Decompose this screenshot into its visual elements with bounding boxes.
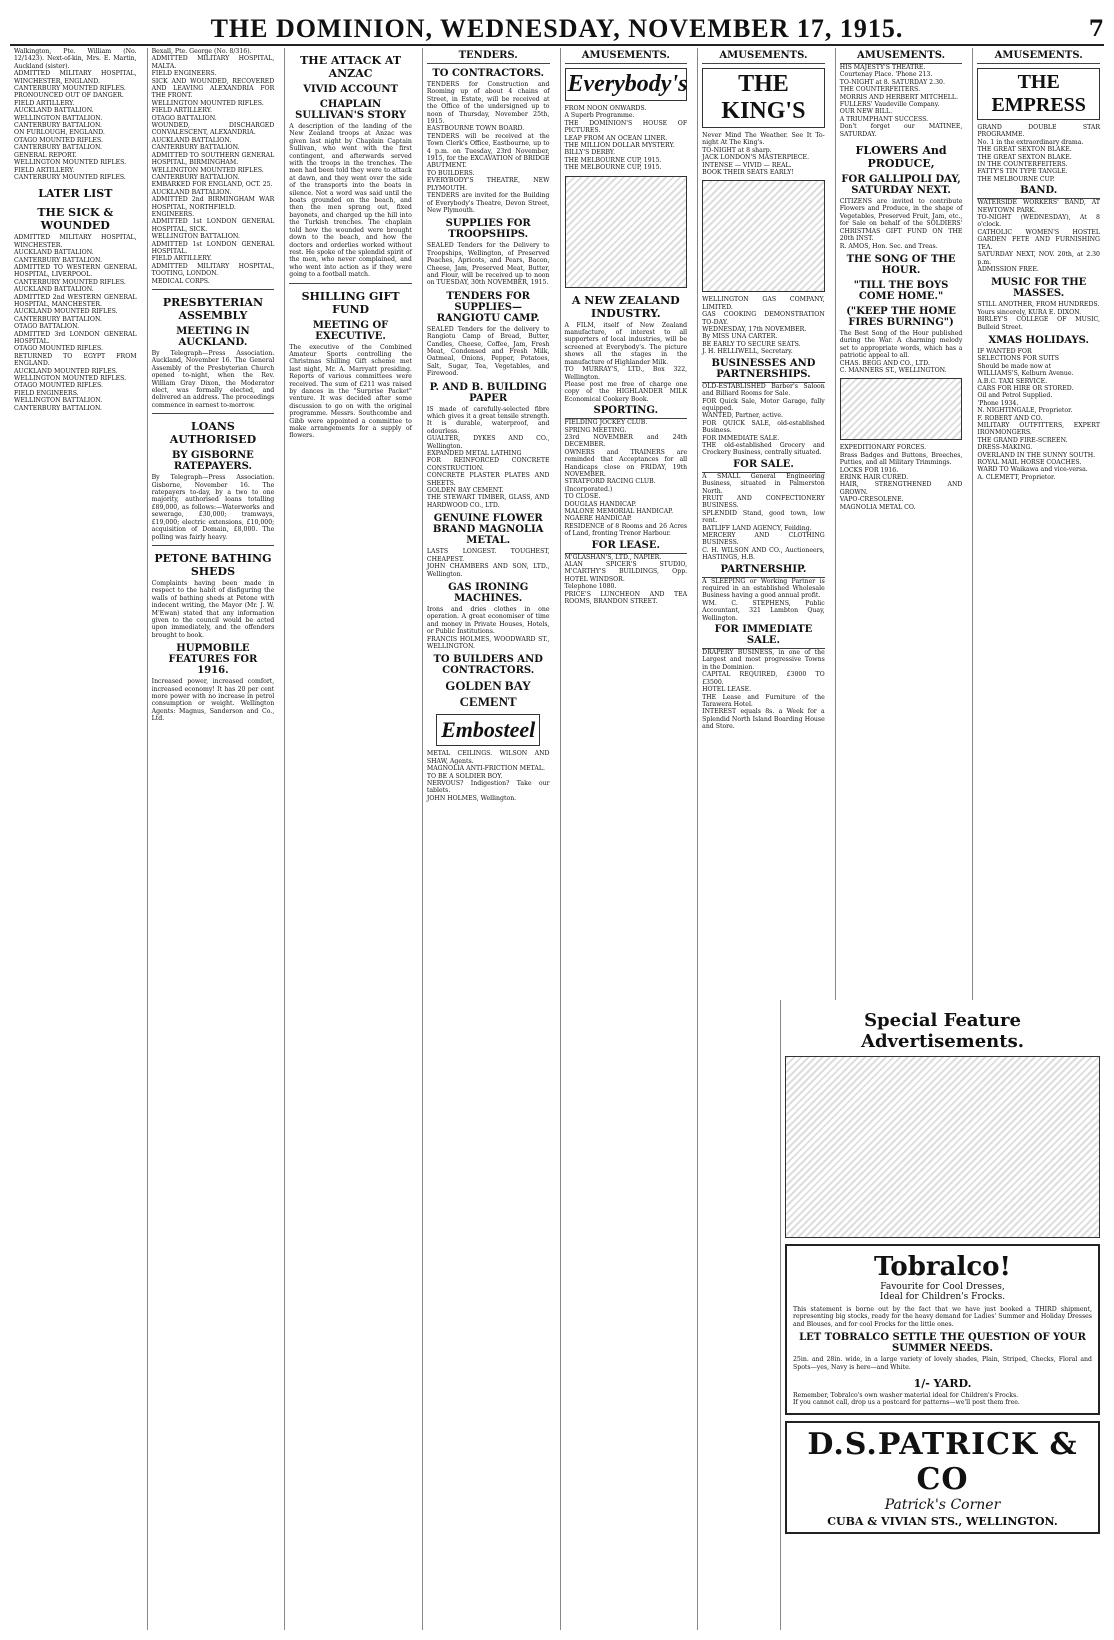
anzac-subheading-2: CHAPLAIN SULLIVAN'S STORY: [295, 99, 406, 121]
tenders-text: TENDERS for Construction and Rooming up of about 4 chains of Street, in Estate, will be received at the Office of the undersigned up to noon of Thursday, November 25th, 1915. EASTBOURNE TOWN BOARD. TENDERS will be received at the Town Clerk's Office, Eastbourne, up to 4 p.m. on Tuesday, 23rd November, 1915, for the EXCAVATION of BRIDGE ABUTMENT. TO BUILDERS. EVERYBODY'S THEATRE, NEW PLYMOUTH. TENDERS are invited for the Building of Everybody's Theatre, Devon Street, New Plymouth.: [426, 81, 550, 214]
newspaper-title: THE DOMINION, WEDNESDAY, NOVEMBER 17, 1915.: [210, 14, 904, 43]
divider: [152, 545, 275, 546]
column-5: [560, 48, 692, 1630]
for-sale-heading: FOR SALE.: [702, 459, 825, 473]
embosteel-logo: Embosteel: [436, 714, 540, 746]
anzac-subheading: VIVID ACCOUNT: [303, 84, 398, 95]
anzac-heading: THE ATTACK AT ANZAC: [300, 54, 402, 80]
song-text: The Best Song of the Hour published during the War. A charming melody set to appropriate words, which has a patriotic appeal to all. CHAS. BEGG AND CO., LTD. C. MANNERS ST., WELLINGTON.: [839, 329, 963, 374]
industry-heading: A NEW ZEALAND INDUSTRY.: [571, 293, 680, 320]
music-heading: MUSIC FOR THE MASSES.: [991, 277, 1087, 300]
gas-company-text: WELLINGTON GAS COMPANY, LIMITED. GAS COOKING DEMONSTRATION TO-DAY. WEDNESDAY, 17th NOVEMBER. By MISS UNA CARTER. BE EARLY TO SECURE SEATS. J. H. HELLIWELL, Secretary.: [702, 296, 825, 356]
tobralco-sub-2: Ideal for Children's Frocks.: [879, 1292, 1006, 1302]
expedition-text: EXPEDITIONARY FORCES. Brass Badges and Buttons, Breeches, Putties, and all Military Trimmings. LOCKS FOR 1916. ERINK HAIR CURED. HAIR, STRENGTHENED AND GROWN.: [839, 444, 963, 496]
magnolia-text: LASTS LONGEST. TOUGHEST, CHEAPEST. JOHN CHAMBERS AND SON, LTD., Wellington.: [426, 548, 550, 578]
everybodys-text: FROM NOON ONWARDS. A Superb Programme. THE DOMINION'S HOUSE OF PICTURES. LEAP FROM AN OCEAN LINER. THE MILLION DOLLAR MYSTERY. BILLY'S DERBY. THE MELBOURNE CUP, 1915. THE MELBOURNE CUP, 1915.: [564, 105, 688, 172]
immediate-sale-heading: FOR IMMEDIATE SALE.: [702, 624, 825, 649]
xmas-text: IF WANTED FOR SELECTIONS FOR SUITS Should be made now at WILLIAMS'S, Kelburn Avenue.: [977, 347, 1074, 378]
paper-text: IS made of carefully-selected fibre which gives it a great tensile strength. It is durable, waterproof, and odourless. GUALTER, DYKES AND CO., Wellington. EXPANDED METAL LATHING FOR REINFORCED CONCRETE CONSTRUCTION. CONCRETE PLASTER PLATES AND SHEETS. GOLDEN BAY CEMENT. THE STEWART TIMBER, GLASS, AND HARDWOOD CO., LTD.: [426, 405, 550, 509]
masthead: [10, 10, 1104, 46]
children-illustration: [785, 1056, 1100, 1238]
tobralco-yard: 1/- YARD.: [913, 1377, 972, 1391]
divider: [152, 289, 275, 290]
kings-logo: THE KING'S: [702, 68, 825, 128]
closing-text: NERVOUS? Indigestion? Take our tablets. JOHN HOLMES, Wellington.: [426, 779, 550, 802]
petone-heading: PETONE BATHING SHEDS: [154, 551, 272, 578]
industry-text: A FILM, itself of New Zealand manufacture, of interest to all supporters of local industries, will be screened at Everybody's. The picture shows all the stages in the manufacture of Highlander Milk.: [564, 321, 690, 366]
sporting-text: FIELDING JOCKEY CLUB. SPRING MEETING. 23rd NOVEMBER and 24th DECEMBER. OWNERS and TRAINERS are reminded that Acceptances for all Handicaps close on FRIDAY, 19th NOVEMBER. STRATFORD RACING CLUB. (Incorporated.) TO CLOSE. DOUGLAS HANDICAP. MALONE MEMORIAL HANDICAP. NGAERE HANDICAP. RESIDENCE of 8 Rooms and 26 Acres of Land, fronting Trenor Harbour.: [564, 419, 688, 538]
amusements-heading: AMUSEMENTS.: [565, 50, 688, 64]
patrick-brand: D.S.PATRICK & CO: [807, 1426, 1078, 1497]
presbyterian-subheading: MEETING IN AUCKLAND.: [176, 326, 250, 348]
gas-text: Irons and dries clothes in one operation. A great economiser of time and money in Private Houses, Hotels, or Public Institutions. FRANCIS HOLMES, WOODWARD ST., WELLINGTON.: [426, 605, 550, 650]
vapo-text: VAPO-CRESOLENE. MAGNOLIA METAL CO.: [839, 496, 916, 511]
special-feature-heading: Special Feature Advertisements.: [861, 1010, 1024, 1052]
tobralco-cta: LET TOBRALCO SETTLE THE QUESTION OF YOUR SUMMER NEEDS.: [799, 1332, 1086, 1355]
sick-wounded-heading: THE SICK & WOUNDED: [37, 206, 114, 233]
hupmobile-heading: HUPMOBILE FEATURES FOR 1916.: [168, 643, 258, 677]
column-2: [147, 48, 279, 1630]
business-heading: BUSINESSES AND PARTNERSHIPS.: [702, 358, 825, 383]
shilling-article: The executive of the Combined Amateur Sports controlling the Christmas Shilling Gift scheme met last night, Mr. A. Marryatt presiding. Reports of various committees were received. The sum of £211 was raised by dances in the "Surprise Packet" venture. It was decided after some discussion to go on with the original programme. Messrs. Southcombe and Gibb were appointed a committee to make arrangements for a supply of flowers.: [289, 343, 414, 440]
tenders-subheading: TO CONTRACTORS.: [432, 68, 545, 79]
supplies-heading: SUPPLIES FOR TROOPSHIPS.: [445, 218, 531, 241]
amusements-heading: AMUSEMENTS.: [840, 50, 963, 64]
rangiotu-heading: TENDERS FOR SUPPLIES—RANGIOTU CAMP.: [436, 290, 540, 324]
loans-heading: LOANS AUTHORISED: [169, 420, 257, 447]
xmas-heading: XMAS HOLIDAYS.: [988, 334, 1089, 346]
band-heading: BAND.: [977, 185, 1100, 199]
presbyterian-heading: PRESBYTERIAN ASSEMBLY: [162, 296, 264, 322]
paper-heading: P. AND B. BUILDING PAPER: [429, 381, 547, 404]
kings-text: Never Mind The Weather. See It To-night At The King's. TO-NIGHT at 8 sharp. JACK LONDON'S MASTERPIECE. INTENSE — VIVID — REAL. BOOK THEIR SEATS EARLY!: [702, 132, 825, 177]
song-subheading-2: ("KEEP THE HOME FIRES BURNING"): [846, 305, 956, 328]
amusements-heading: AMUSEMENTS.: [702, 50, 825, 64]
film-illustration: [565, 176, 688, 288]
tenders-heading: TENDERS.: [427, 50, 550, 64]
column-3: [284, 48, 416, 1630]
partnership-text: A SLEEPING or Working Partner is required in an established Wholesale Business having a good annual profit. WM. C. STEPHENS, Public Accountant, 321 Lambton Quay, Wellington.: [702, 577, 825, 622]
supplies-text: SEALED Tenders for the Delivery to Troopships, Wellington, of Preserved Peaches, Apricots, and Pears, Bacon, Cheese, Jam, Preserved Meat, Butter, and Flour, will be received up to noon on TUESDAY, 30th NOVEMBER, 1915.: [426, 242, 552, 287]
flowers-heading: FLOWERS And PRODUCE,: [855, 144, 947, 171]
industry-coupon: TO MURRAY'S, LTD., Box 322, Wellington. Please post me free of charge one copy of the HIGHLANDER MILK Economical Cookery Book.: [564, 366, 688, 403]
casualty-list-c: Bexall, Pte. George (No. 8/316). ADMITTED MILITARY HOSPITAL, MALTA. FIELD ENGINEERS. SICK AND WOUNDED, RECOVERED AND LEAVING ALEXANDRIA FOR THE FRONT. WELLINGTON MOUNTED RIFLES. FIELD ARTILLERY. OTAGO BATTALION. WOUNDED, DISCHARGED CONVALESCENT, ALEXANDRIA. AUCKLAND BATTALION. CANTERBURY BATTALION. ADMITTED TO SOUTHERN GENERAL HOSPITAL, BIRMINGHAM. WELLINGTON MOUNTED RIFLES. CANTERBURY BATTALION. EMBARKED FOR ENGLAND, OCT. 25. AUCKLAND BATTALION. ADMITTED 2nd BIRMINGHAM WAR HOSPITAL, NORTHFIELD. ENGINEERS. ADMITTED 1st LONDON GENERAL HOSPITAL, SICK. WELLINGTON BATTALION. ADMITTED 1st LONDON GENERAL HOSPITAL. FIELD ARTILLERY. ADMITTED MILITARY HOSPITAL, TOOTING, LONDON. MEDICAL CORPS.: [151, 48, 275, 285]
band-text: WATERSIDE WORKERS' BAND, AT NEWTOWN PARK. TO-NIGHT (WEDNESDAY), At 8 o'clock.: [977, 199, 1100, 229]
empress-text: GRAND DOUBLE STAR PROGRAMME. No. 1 in the extraordinary drama. THE GREAT SEXTON BLAKE. THE GREAT SEXTON BLAKE. IN THE COUNTERFEITERS. FATTY'S TIN TYPE TANGLE. THE MELBOURNE CUP.: [977, 124, 1100, 183]
presbyterian-article: By Telegraph—Press Association. Auckland, November 16. The General Assembly of the Presbyterian Church opened to-night, when the Rev. William Gray Dixon, the Moderator elect, was formally elected, and delivered an address. The proceedings commence in earnest to-morrow.: [151, 350, 277, 409]
theatre-text: HIS MAJESTY'S THEATRE. Courtenay Place. 'Phone 213. TO-NIGHT at 8. SATURDAY 2.30. THE COUNTERFEITERS. MORRIS AND HERBERT MITCHELL. FULLERS' Vaudeville Company. OUR NEW BILL. A TRIUMPHANT SUCCESS. Don't forget our MATINEE, SATURDAY.: [839, 64, 963, 138]
tobralco-ad: [785, 1244, 1100, 1415]
petone-article: Complaints having been made in respect to the habit of disfiguring the walls of bathing sheds at Petone with indecent writing, the Mayor (Mr. J. W. M'Ewan) stated that any information given to the council would be acted upon immediately, and the offenders brought to book.: [151, 579, 277, 639]
column-1: [10, 48, 141, 1630]
flowers-subheading: FOR GALLIPOLI DAY, SATURDAY NEXT.: [841, 174, 961, 197]
special-feature-area: [780, 1000, 1104, 1630]
shilling-heading: SHILLING GIFT FUND: [301, 289, 400, 316]
cement-brand: GOLDEN BAY CEMENT: [445, 678, 532, 710]
loans-subheading: BY GISBORNE RATEPAYERS.: [172, 450, 254, 473]
song-heading: THE SONG OF THE HOUR.: [846, 253, 956, 276]
divider: [152, 413, 275, 414]
lease-heading: FOR LEASE.: [565, 540, 688, 554]
anzac-article: A description of the landing of the New Zealand troops at Anzac was given last night by Chaplain Captain Sullivan, who went with the first contingent, and afterwards served with the troops in the trenches. The men had been told they were to attack at dawn, and they went over the side of the transports into the boats in silence. Not a word was said until the boats grounded on the beach, and then the men sprang out, fixed bayonets, and charged up the hill into the Turkish trenches. The chaplain told how the wounded were brought down to the beach, and how the doctors and orderlies worked without rest. He spoke of the splendid spirit of the men, who never complained, and who went into action as if they were going to a football match.: [289, 123, 414, 279]
patrick-banner: [785, 1421, 1100, 1534]
taxi-text: A.B.C. TAXI SERVICE. CARS FOR HIRE OR STORED. Oil and Petrol Supplied. 'Phone 1934. N. NIGHTINGALE, Proprietor.: [977, 377, 1074, 415]
sporting-heading: SPORTING.: [565, 405, 688, 419]
hupmobile-article: Increased power, increased comfort, increased economy! It has 20 per cent more power with no increase in petrol consumption or weight. Wellington Agents: Magnus, Sanderson and Co., Ltd.: [151, 678, 277, 723]
contractors-heading: TO BUILDERS AND CONTRACTORS.: [433, 654, 543, 677]
tobralco-title: Tobralco!: [874, 1252, 1011, 1282]
for-sale-text: A SMALL General Engineering Business, situated in Palmerston North. FRUIT AND CONFECTIONERY BUSINESS. SPLENDID Stand, good town, low rent. BATLIFF LAND AGENCY, Feilding. MERCERY AND CLOTHING BUSINESS. C. H. WILSON AND CO., Auctioneers, HASTINGS, H.B.: [702, 472, 825, 562]
music-text: STILL ANOTHER, FROM HUNDREDS. Yours sincerely, KURA E. DIXON. BIRLEY'S COLLEGE OF MUSIC, Bulleid Street.: [977, 301, 1100, 331]
divider: [289, 283, 412, 284]
later-list-heading: LATER LIST: [38, 187, 113, 201]
tobralco-remember: Remember, Tobralco's own washer material ideal for Children's Frocks.: [793, 1392, 1019, 1400]
flowers-text: CITIZENS are invited to contribute Flowers and Produce, in the shape of Vegetables, Preserved Fruit, Jam, etc., for Sale on behalf of the SOLDIERS' CHRISTMAS GIFT FUND ON THE 20th INST. R. AMOS, Hon. Sec. and Treas.: [839, 198, 963, 250]
immediate-sale-text: DRAPERY BUSINESS, in one of the Largest and most progressive Towns in the Dominion. CAPITAL REQUIRED, £3000 TO £3500. HOTEL LEASE. THE Lease and Furniture of the Tarawera Hotel. INTEREST equals 8s. a Week for a Splendid North Island Boarding House and Store.: [702, 649, 825, 731]
patrick-address: CUBA & VIVIAN STS., WELLINGTON.: [827, 1514, 1058, 1528]
page-number: 7: [1088, 16, 1104, 42]
column-4: [422, 48, 554, 1630]
casualty-list-a: Walkington, Pte. William (No. 12/1423). Next-of-kin, Mrs. E. Martin, Auckland (sister). ADMITTED MILITARY HOSPITAL, WINCHESTER, ENGLAND. CANTERBURY MOUNTED RIFLES. PRONOUNCED OUT OF DANGER. FIELD ARTILLERY. AUCKLAND BATTALION. WELLINGTON BATTALION. CANTERBURY BATTALION. ON FURLOUGH, ENGLAND. OTAGO MOUNTED RIFLES. CANTERBURY BATTALION. GENERAL REPORT. WELLINGTON MOUNTED RIFLES. FIELD ARTILLERY. CANTERBURY MOUNTED RIFLES.: [14, 48, 137, 181]
song-subheading: "TILL THE BOYS COME HOME.": [853, 279, 949, 302]
fete-text: CATHOLIC WOMEN'S HOSTEL GARDEN FETE AND FURNISHING TEA. SATURDAY NEXT, NOV. 20th, at 2.30 p.m. ADMISSION FREE.: [977, 228, 1100, 273]
business-text: OLD-ESTABLISHED Barber's Saloon and Billiard Rooms for Sale. FOR Quick Sale, Motor Garage, fully equipped. WANTED, Partner, active. FOR QUICK SALE, old-established Business. FOR IMMEDIATE SALE. THE old-established Grocery and Crockery Business, centrally situated.: [702, 382, 825, 457]
amusements-heading: AMUSEMENTS.: [977, 50, 1100, 64]
tobralco-post: If you cannot call, drop us a postcard for patterns—we'll post them free.: [793, 1399, 1020, 1407]
embosteel-text: METAL CEILINGS. WILSON AND SHAW, Agents. MAGNOLIA ANTI-FRICTION METAL. TO BE A SOLDIER BOY.: [426, 750, 550, 780]
fireplace-text: F. ROBERT AND CO. MILITARY OUTFITTERS, EXPERT IRONMONGERS. THE GRAND FIRE-SCREEN. DRESS-MAKING. OVERLAND IN THE SUNNY SOUTH. ROYAL MAIL HORSE COACHES. WARD TO Waikawa and vice-versa. A. CLEMETT, Proprietor.: [977, 414, 1100, 481]
magnolia-heading: GENUINE FLOWER BRAND MAGNOLIA METAL.: [432, 513, 544, 547]
tobralco-price: 25in. and 28in. wide, in a large variety of lovely shades, Plain, Striped, Checks, Floral and Spots—yes, Navy is here—and White.: [793, 1356, 1094, 1371]
lease-text: M'GLASHAN'S, LTD., NAPIER. ALAN SPICER'S STUDIO, M'CARTHY'S BUILDINGS, Opp. HOTEL WINDSOR. Telephone 1080. PRICE'S LUNCHEON AND TEA ROOMS, BRANDON STREET.: [564, 553, 688, 606]
partnership-heading: PARTNERSHIP.: [702, 564, 825, 578]
rangiotu-text: SEALED Tenders for the delivery to Rangiotu Camp of Bread, Butter, Candles, Cheese, Coffee, Jam, Fresh Meat, Condensed and Fresh Milk, Oatmeal, Onions, Pepper, Potatoes, Salt, Sugar, Tea, Vegetables, and Firewood.: [426, 325, 552, 378]
loans-article: By Telegraph—Press Association. Gisborne, November 16. The ratepayers to-day, by a two to one majority, authorised loans totalling £89,000, as follows:—Waterworks and sewerage, £30,000; tramways, £19,000; electric extensions, £10,000; acquisition of Domain, £8,000. The polling was fairly heavy.: [151, 474, 277, 541]
gas-heading: GAS IRONING MACHINES.: [448, 581, 529, 604]
shilling-subheading: MEETING OF EXECUTIVE.: [312, 319, 389, 342]
tobralco-text: This statement is borne out by the fact that we have just booked a THIRD shipment, representing big stocks, ready for the heavy demand for Ladies' Summer and Holiday Dresses and Blouses, and for cool Frocks for the little ones.: [793, 1306, 1094, 1328]
cannon-illustration: [840, 378, 963, 440]
casualty-list-b: ADMITTED MILITARY HOSPITAL, WINCHESTER. AUCKLAND BATTALION. CANTERBURY BATTALION. ADMITTED TO WESTERN GENERAL HOSPITAL, LIVERPOOL. CANTERBURY MOUNTED RIFLES. AUCKLAND BATTALION. ADMITTED 2nd WESTERN GENERAL HOSPITAL, MANCHESTER. AUCKLAND MOUNTED RIFLES. CANTERBURY BATTALION. OTAGO BATTALION. ADMITTED 3rd LONDON GENERAL HOSPITAL. OTAGO MOUNTED RIFLES. RETURNED TO EGYPT FROM ENGLAND. AUCKLAND MOUNTED RIFLES. WELLINGTON MOUNTED RIFLES. OTAGO MOUNTED RIFLES. FIELD ENGINEERS. WELLINGTON BATTALION. CANTERBURY BATTALION.: [14, 234, 137, 412]
empress-logo: THE EMPRESS: [977, 68, 1100, 120]
patrick-corner: Patrick's Corner: [884, 1496, 1001, 1513]
kings-illustration: [702, 180, 825, 292]
tobralco-sub-1: Favourite for Cool Dresses,: [880, 1282, 1005, 1292]
everybodys-logo: Everybody's: [565, 68, 688, 101]
